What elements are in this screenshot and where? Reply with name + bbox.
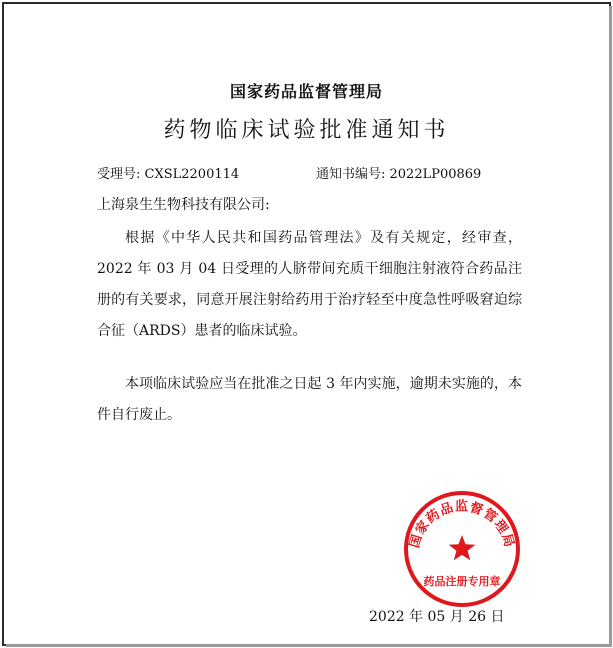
seal-ring-text: 国家药品监督管理局 bbox=[407, 499, 517, 550]
notice-number: 通知书编号: 2022LP00869 bbox=[316, 167, 482, 182]
official-seal bbox=[402, 489, 522, 609]
body-paragraph-2: 本项临床试验应当在批准之日起 3 年内实施，逾期未实施的，本件自行废止。 bbox=[97, 376, 522, 423]
page-shadow-bottom bbox=[6, 644, 612, 647]
document-title: 药物临床试验批准通知书 bbox=[163, 118, 450, 143]
seal-star-icon bbox=[449, 535, 476, 560]
reference-numbers bbox=[97, 163, 482, 182]
issuing-authority: 国家药品监督管理局 bbox=[229, 82, 383, 101]
seal-bottom-text: 药品注册专用章 bbox=[423, 575, 501, 588]
issue-date: 2022 年 05 月 26 日 bbox=[369, 609, 505, 625]
page-shadow-right bbox=[609, 6, 612, 645]
recipient: 上海泉生生物科技有限公司: bbox=[97, 197, 270, 213]
document-page bbox=[2, 2, 611, 646]
acceptance-number: 受理号: CXSL2200114 bbox=[97, 167, 240, 182]
body-paragraph-1: 根据《中华人民共和国药品管理法》及有关规定，经审查，2022 年 03 月 04 日受理的人脐带间充质干细胞注射液符合药品注册的有关要求，同意开展注射给药用于治疗轻至中度急性呼吸窘迫综合征（ARDS）患者的临床试验。 bbox=[97, 230, 522, 339]
